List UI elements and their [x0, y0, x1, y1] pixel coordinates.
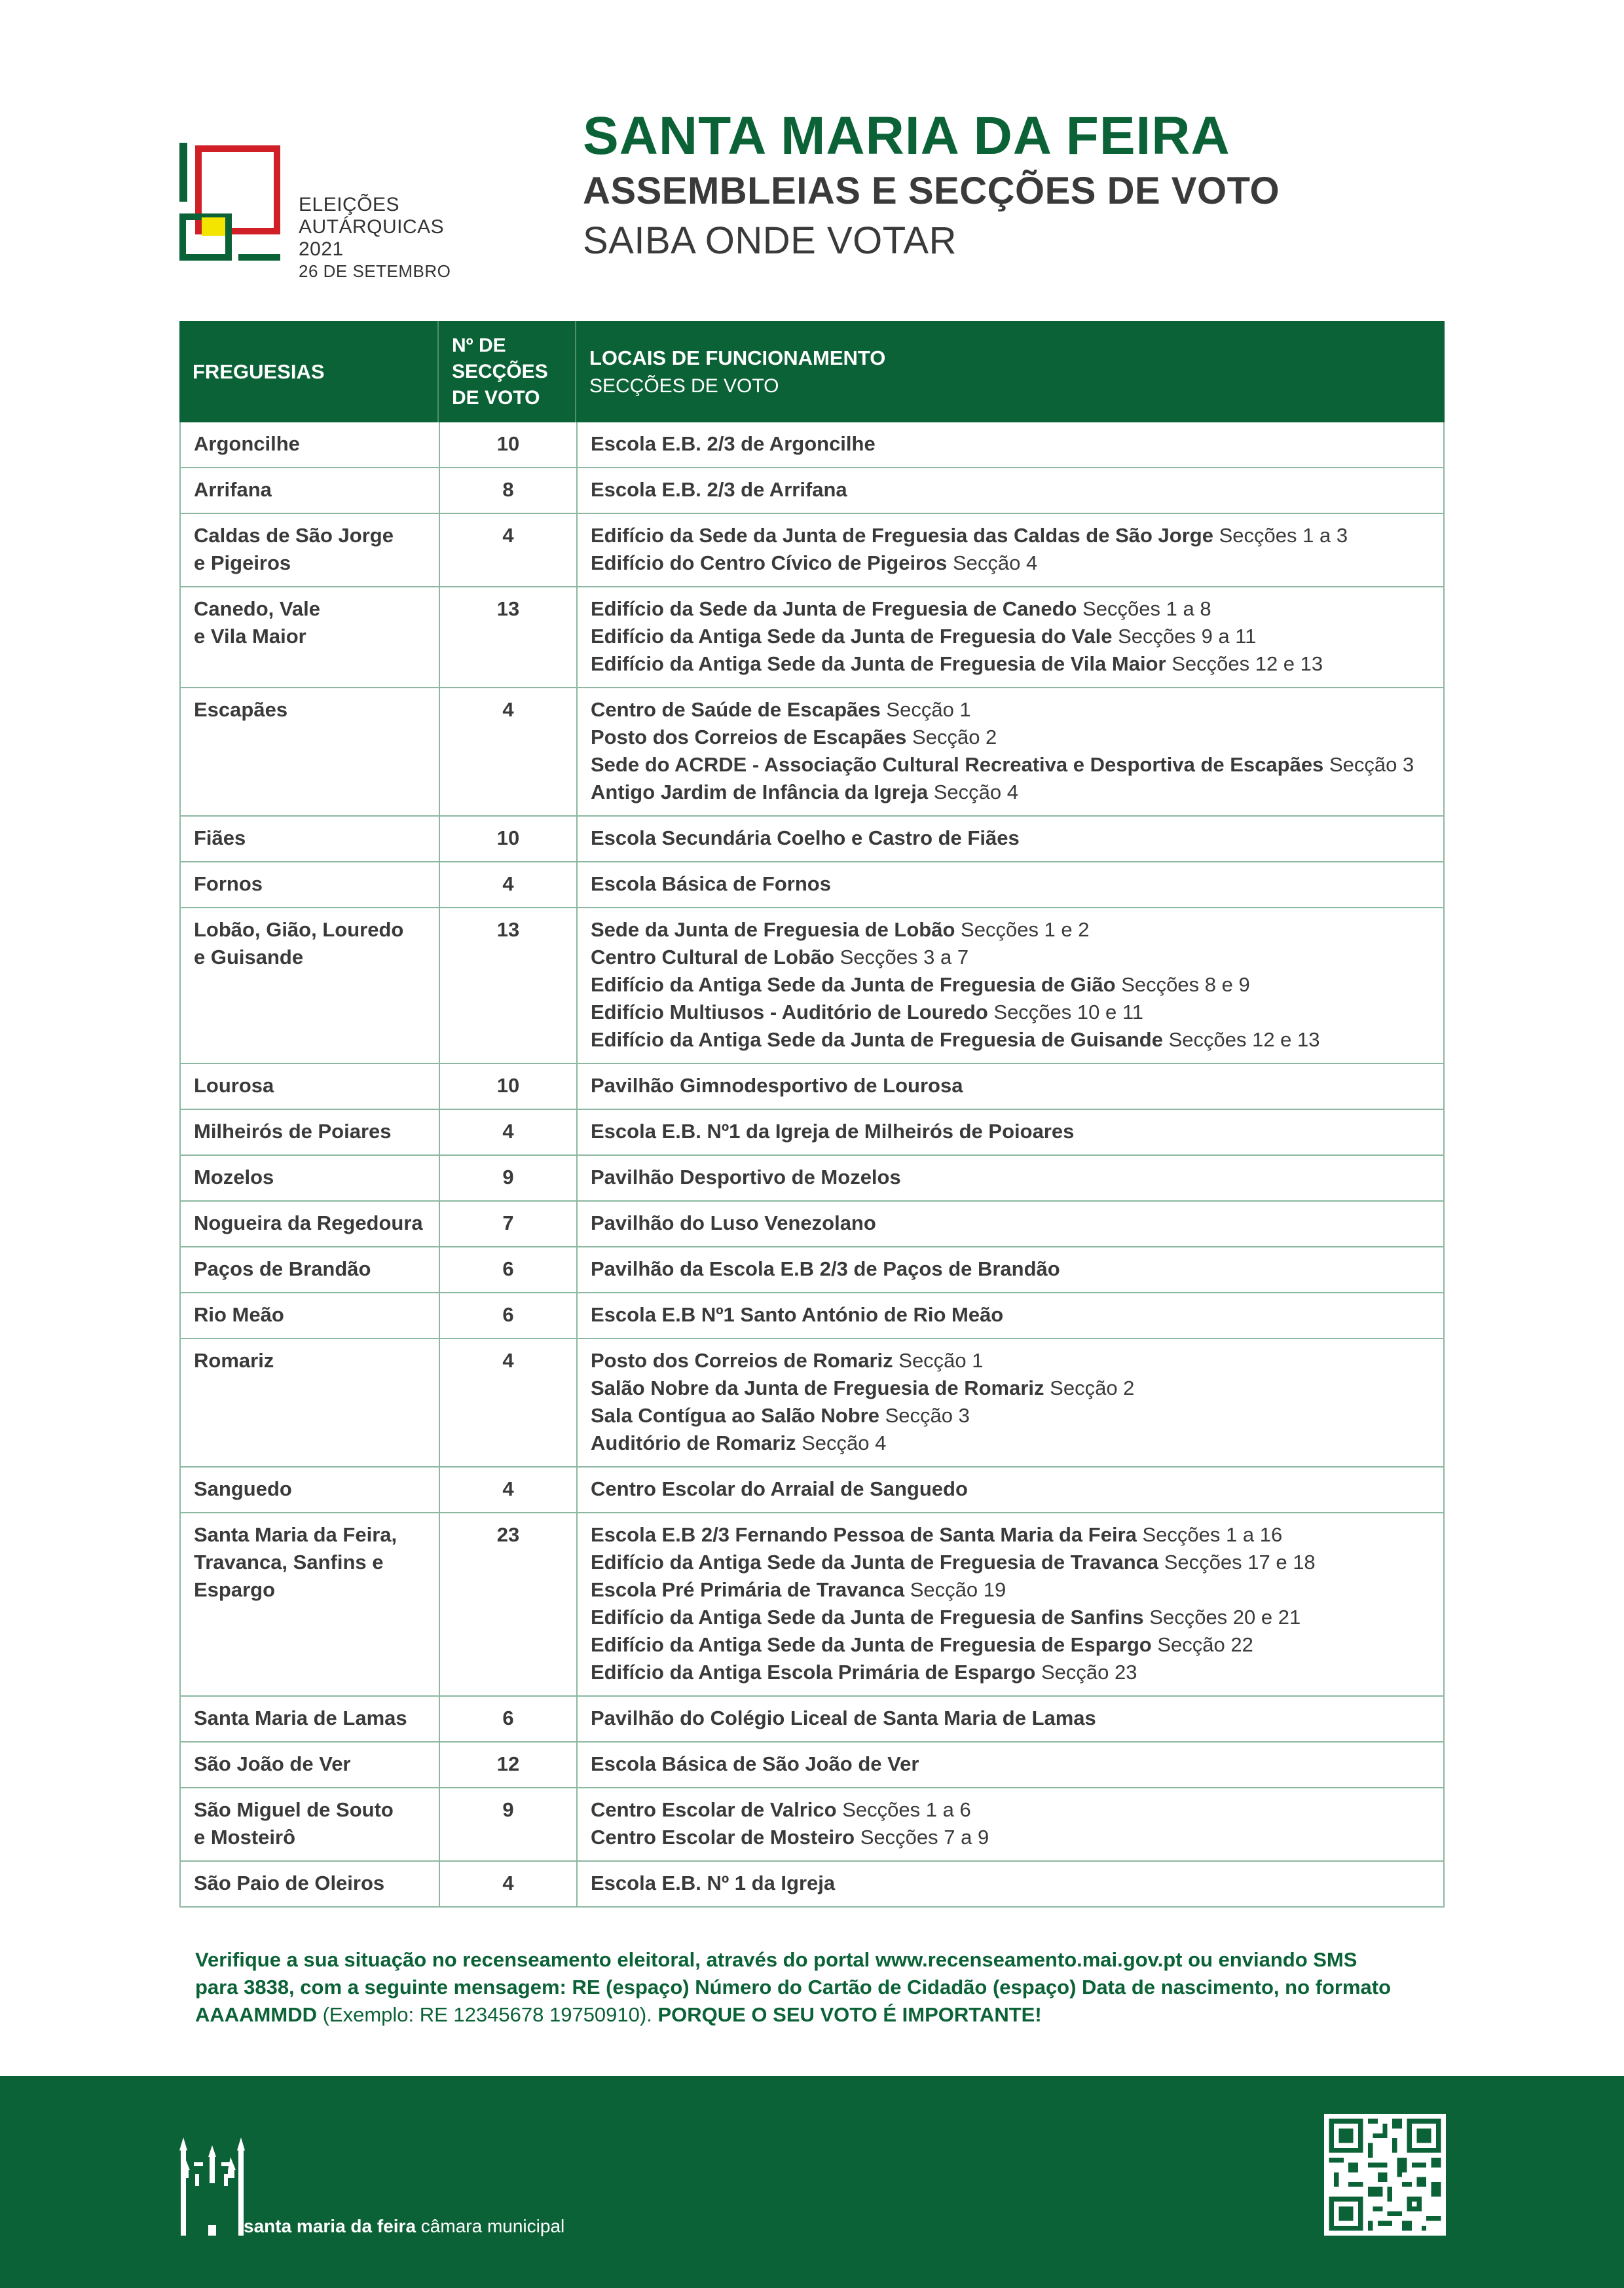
polling-stations-table: [179, 321, 1445, 1908]
table-row: [179, 1202, 1445, 1247]
table-body: [179, 422, 1445, 1908]
locations-cell: [578, 908, 1443, 1063]
location-sections: Secções 1 a 16: [1142, 1523, 1283, 1546]
header-seccoes: [439, 321, 576, 422]
location-line: [591, 623, 1443, 650]
notice-cta: PORQUE O SEU VOTO É IMPORTANTE!: [657, 2003, 1042, 2026]
location-sections: Secção 4: [952, 551, 1038, 574]
freguesia-name-line: Travanca, Sanfins e: [194, 1551, 384, 1574]
location-line: [591, 549, 1443, 577]
freguesia-name-line: Paços de Brandão: [194, 1257, 371, 1280]
location-sections: Secções 20 e 21: [1149, 1606, 1301, 1629]
freguesia-name-line: e Mosteirô: [194, 1826, 296, 1849]
city-emblem-icon: [175, 2131, 249, 2236]
section-count-cell: 4: [440, 862, 578, 907]
elections-logo: [179, 143, 494, 281]
table-row: [179, 1247, 1445, 1293]
location-sections: Secção 4: [802, 1431, 887, 1454]
freguesia-cell: [181, 1156, 440, 1200]
location-line: [591, 971, 1443, 999]
location-name: Salão Nobre da Junta de Freguesia de Romariz: [591, 1376, 1044, 1399]
freguesia-name-line: Canedo, Vale: [194, 597, 320, 620]
section-count-cell: 13: [440, 908, 578, 1063]
freguesia-name-line: São João de Ver: [194, 1752, 351, 1775]
section-count-cell: 4: [440, 1862, 578, 1906]
location-name: Edifício da Sede da Junta de Freguesia de Canedo: [591, 597, 1077, 620]
location-line: [591, 1072, 1443, 1099]
location-line: [591, 870, 1443, 898]
location-name: Auditório de Romariz: [591, 1431, 796, 1454]
location-name: Sede do ACRDE - Associação Cultural Recreativa e Desportiva de Escapães: [591, 753, 1324, 776]
location-line: [591, 1604, 1443, 1631]
table-row: [179, 1339, 1445, 1467]
location-sections: Secções 9 a 11: [1118, 625, 1257, 648]
elections-logo-icon: [179, 143, 284, 267]
location-sections: Secção 19: [910, 1578, 1006, 1601]
location-name: Edifício Multiusos - Auditório de Louredo: [591, 1001, 988, 1024]
section-count-cell: 8: [440, 468, 578, 513]
location-line: [591, 1870, 1443, 1897]
location-name: Edifício da Antiga Sede da Junta de Freguesia de Gião: [591, 973, 1116, 996]
header-locais: [576, 321, 1445, 422]
location-name: Edifício da Antiga Sede da Junta de Freguesia de Travanca: [591, 1551, 1159, 1574]
location-name: Edifício do Centro Cívico de Pigeiros: [591, 551, 948, 574]
location-name: Escola E.B 2/3 Fernando Pessoa de Santa Maria da Feira: [591, 1523, 1137, 1546]
location-line: [591, 476, 1443, 504]
header-locais-line1: LOCAIS DE FUNCIONAMENTO: [589, 346, 886, 369]
location-sections: Secção 1: [886, 698, 971, 721]
location-name: Escola Pré Primária de Travanca: [591, 1578, 905, 1601]
freguesia-cell: [181, 468, 440, 513]
location-name: Sede da Junta de Freguesia de Lobão: [591, 918, 955, 941]
table-row: [179, 422, 1445, 468]
table-row: [179, 1467, 1445, 1513]
freguesia-cell: [181, 1247, 440, 1292]
freguesia-cell: [181, 1788, 440, 1860]
freguesia-name-line: Arrifana: [194, 478, 272, 501]
location-line: [591, 1475, 1443, 1503]
section-count-cell: 9: [440, 1156, 578, 1200]
table-row: [179, 1743, 1445, 1788]
table-row: [179, 1293, 1445, 1339]
locations-cell: [578, 1697, 1443, 1741]
locations-cell: [578, 468, 1443, 513]
locations-cell: [578, 1339, 1443, 1466]
freguesia-name-line: Rio Meão: [194, 1303, 284, 1326]
location-line: [591, 724, 1443, 751]
locations-cell: [578, 817, 1443, 861]
location-name: Antigo Jardim de Infância da Igreja: [591, 781, 929, 803]
notice-line3: [195, 2001, 1439, 2029]
footer-municipality: [244, 2216, 564, 2237]
location-name: Escola E.B. Nº 1 da Igreja: [591, 1872, 836, 1894]
location-name: Pavilhão Desportivo de Mozelos: [591, 1166, 901, 1189]
footer-name-rest: câmara municipal: [416, 2216, 565, 2236]
freguesia-cell: [181, 422, 440, 467]
notice-example: (Exemplo: RE 12345678 19750910).: [316, 2003, 658, 2026]
elections-logo-text: [299, 194, 494, 282]
location-name: Sala Contígua ao Salão Nobre: [591, 1404, 879, 1427]
freguesia-cell: [181, 514, 440, 586]
freguesia-name-line: Romariz: [194, 1349, 274, 1372]
location-name: Centro de Saúde de Escapães: [591, 698, 881, 721]
section-count-cell: 6: [440, 1293, 578, 1338]
freguesia-name-line: Escapães: [194, 698, 288, 721]
location-line: [591, 1209, 1443, 1237]
section-count-cell: 23: [440, 1513, 578, 1695]
locations-cell: [578, 1788, 1443, 1860]
table-row: [179, 1513, 1445, 1697]
location-line: [591, 595, 1443, 623]
location-line: [591, 430, 1443, 458]
freguesia-name-line: Nogueira da Regedoura: [194, 1211, 423, 1234]
location-sections: Secção 1: [898, 1349, 984, 1372]
section-count-cell: 9: [440, 1788, 578, 1860]
freguesia-name-line: Santa Maria de Lamas: [194, 1707, 407, 1729]
freguesia-name-line: Lobão, Gião, Louredo: [194, 918, 404, 941]
location-line: [591, 916, 1443, 944]
notice-line2: para 3838, com a seguinte mensagem: RE (espaço) Número do Cartão de Cidadão (espaço) Data de nascimento, no formato: [195, 1976, 1392, 1999]
location-sections: Secções 1 e 2: [961, 918, 1090, 941]
location-line: [591, 1118, 1443, 1145]
table-row: [179, 1862, 1445, 1908]
freguesia-name-line: Sanguedo: [194, 1477, 292, 1500]
notice-format: AAAAMMDD: [195, 2003, 317, 2026]
location-name: Edifício da Antiga Sede da Junta de Freguesia de Vila Maior: [591, 652, 1166, 675]
locations-cell: [578, 1202, 1443, 1246]
location-line: [591, 1750, 1443, 1778]
locations-cell: [578, 1064, 1443, 1109]
section-count-cell: 10: [440, 1064, 578, 1109]
location-name: Pavilhão do Luso Venezolano: [591, 1211, 876, 1234]
location-name: Pavilhão da Escola E.B 2/3 de Paços de Brandão: [591, 1257, 1060, 1280]
location-line: [591, 1521, 1443, 1549]
location-line: [591, 1301, 1443, 1329]
header-locais-line2: SECÇÕES DE VOTO: [589, 375, 779, 397]
location-sections: Secção 23: [1041, 1661, 1137, 1684]
location-line: [591, 1705, 1443, 1732]
location-sections: Secções 7 a 9: [860, 1826, 989, 1849]
section-count-cell: 10: [440, 817, 578, 861]
location-line: [591, 1164, 1443, 1191]
footer-name-bold: santa maria da feira: [244, 2216, 416, 2236]
locations-cell: [578, 1467, 1443, 1512]
location-name: Edifício da Antiga Sede da Junta de Freguesia de Sanfins: [591, 1606, 1144, 1629]
location-name: Escola Básica de São João de Ver: [591, 1752, 919, 1775]
location-line: [591, 1255, 1443, 1283]
section-count-cell: 13: [440, 587, 578, 687]
location-name: Centro Escolar de Mosteiro: [591, 1826, 855, 1849]
freguesia-cell: [181, 1467, 440, 1512]
freguesia-name-line: São Miguel de Souto: [194, 1798, 394, 1821]
freguesia-cell: [181, 1339, 440, 1466]
table-row: [179, 1064, 1445, 1110]
logo-line-autarquicas: AUTÁRQUICAS 2021: [299, 216, 445, 260]
freguesia-name-line: Fiães: [194, 826, 246, 849]
freguesia-cell: [181, 1697, 440, 1741]
freguesia-cell: [181, 1293, 440, 1338]
header-seccoes-line1: Nº DE: [452, 334, 506, 356]
table-row: [179, 688, 1445, 817]
freguesia-cell: [181, 688, 440, 815]
header: [583, 105, 1500, 267]
location-sections: Secção 2: [1050, 1376, 1135, 1399]
location-name: Edifício da Antiga Sede da Junta de Freguesia de Espargo: [591, 1633, 1152, 1656]
location-line: [591, 1402, 1443, 1430]
location-sections: Secções 3 a 7: [840, 946, 969, 969]
freguesia-cell: [181, 1202, 440, 1246]
locations-cell: [578, 1247, 1443, 1292]
header-freguesias-label: FREGUESIAS: [193, 360, 325, 383]
registration-notice: [195, 1946, 1439, 2029]
table-row: [179, 587, 1445, 688]
freguesia-name-line: Milheirós de Poiares: [194, 1120, 392, 1143]
location-line: [591, 1549, 1443, 1576]
table-row: [179, 1788, 1445, 1862]
freguesia-cell: [181, 908, 440, 1063]
location-sections: Secção 3: [1329, 753, 1414, 776]
location-sections: Secções 1 a 8: [1082, 597, 1211, 620]
footer: [0, 2076, 1624, 2288]
location-sections: Secções 10 e 11: [993, 1001, 1144, 1024]
location-name: Escola E.B Nº1 Santo António de Rio Meão: [591, 1303, 1004, 1326]
section-count-cell: 4: [440, 688, 578, 815]
freguesia-name-line: Santa Maria da Feira,: [194, 1523, 397, 1546]
freguesia-cell: [181, 1862, 440, 1906]
location-sections: Secções 17 e 18: [1164, 1551, 1316, 1574]
header-seccoes-line2: SECÇÕES: [452, 360, 548, 382]
freguesia-name-line: Caldas de São Jorge: [194, 524, 394, 547]
locations-cell: [578, 688, 1443, 815]
table-row: [179, 908, 1445, 1064]
section-count-cell: 10: [440, 422, 578, 467]
location-line: [591, 1824, 1443, 1851]
freguesia-cell: [181, 1064, 440, 1109]
section-count-cell: 4: [440, 1110, 578, 1154]
location-line: [591, 779, 1443, 806]
locations-cell: [578, 1293, 1443, 1338]
location-line: [591, 944, 1443, 971]
freguesia-name-line: São Paio de Oleiros: [194, 1872, 385, 1894]
location-line: [591, 650, 1443, 678]
location-name: Pavilhão Gimnodesportivo de Lourosa: [591, 1074, 963, 1097]
location-sections: Secções 8 e 9: [1121, 973, 1250, 996]
location-name: Escola Secundária Coelho e Castro de Fiães: [591, 826, 1020, 849]
section-count-cell: 4: [440, 1339, 578, 1466]
location-line: [591, 1631, 1443, 1659]
page-title: SANTA MARIA DA FEIRA: [583, 106, 1230, 166]
logo-line-elections: ELEIÇÕES: [299, 194, 400, 215]
locations-cell: [578, 1110, 1443, 1154]
table-row: [179, 817, 1445, 862]
location-line: [591, 999, 1443, 1026]
locations-cell: [578, 1156, 1443, 1200]
freguesia-name-line: e Guisande: [194, 946, 304, 969]
location-line: [591, 1576, 1443, 1604]
freguesia-name-line: e Vila Maior: [194, 625, 306, 648]
location-sections: Secções 12 e 13: [1172, 652, 1323, 675]
table-header: [179, 321, 1445, 422]
notice-line1: Verifique a sua situação no recenseamento eleitoral, através do portal www.recenseamento.mai.gov.pt ou enviando SMS: [195, 1948, 1357, 1971]
table-row: [179, 1156, 1445, 1202]
locations-cell: [578, 862, 1443, 907]
location-name: Centro Escolar de Valrico: [591, 1798, 837, 1821]
location-name: Edifício da Antiga Sede da Junta de Freguesia do Vale: [591, 625, 1113, 648]
freguesia-cell: [181, 862, 440, 907]
location-line: [591, 1375, 1443, 1402]
location-name: Centro Escolar do Arraial de Sanguedo: [591, 1477, 968, 1500]
page-subtitle: ASSEMBLEIAS E SECÇÕES DE VOTO: [583, 170, 1280, 212]
section-count-cell: 6: [440, 1697, 578, 1741]
page-tagline: SAIBA ONDE VOTAR: [583, 219, 957, 262]
table-row: [179, 514, 1445, 587]
table-row: [179, 1697, 1445, 1743]
freguesia-cell: [181, 587, 440, 687]
section-count-cell: 6: [440, 1247, 578, 1292]
location-name: Escola E.B. Nº1 da Igreja de Milheirós de Poioares: [591, 1120, 1075, 1143]
section-count-cell: 12: [440, 1743, 578, 1787]
location-sections: Secções 12 e 13: [1168, 1028, 1320, 1051]
qr-code-icon[interactable]: [1324, 2114, 1446, 2236]
locations-cell: [578, 587, 1443, 687]
location-line: [591, 522, 1443, 549]
section-count-cell: 4: [440, 514, 578, 586]
section-count-cell: 4: [440, 1467, 578, 1512]
location-name: Pavilhão do Colégio Liceal de Santa Maria de Lamas: [591, 1707, 1096, 1729]
location-line: [591, 696, 1443, 724]
location-name: Posto dos Correios de Escapães: [591, 726, 907, 748]
freguesia-cell: [181, 1513, 440, 1695]
location-sections: Secções 1 a 6: [842, 1798, 971, 1821]
table-row: [179, 862, 1445, 908]
location-line: [591, 1796, 1443, 1824]
locations-cell: [578, 1513, 1443, 1695]
location-name: Posto dos Correios de Romariz: [591, 1349, 893, 1372]
location-sections: Secção 3: [885, 1404, 970, 1427]
location-line: [591, 824, 1443, 852]
location-name: Edifício da Antiga Sede da Junta de Freguesia de Guisande: [591, 1028, 1163, 1051]
location-sections: Secção 4: [933, 781, 1018, 803]
location-name: Edifício da Sede da Junta de Freguesia das Caldas de São Jorge: [591, 524, 1213, 547]
freguesia-name-line: e Pigeiros: [194, 551, 291, 574]
location-line: [591, 1347, 1443, 1375]
freguesia-name-line: Fornos: [194, 872, 263, 895]
location-line: [591, 1659, 1443, 1686]
location-sections: Secções 1 a 3: [1219, 524, 1348, 547]
location-sections: Secção 2: [912, 726, 997, 748]
location-name: Escola E.B. 2/3 de Argoncilhe: [591, 432, 876, 455]
header-seccoes-line3: DE VOTO: [452, 386, 540, 409]
location-name: Escola Básica de Fornos: [591, 872, 831, 895]
location-name: Centro Cultural de Lobão: [591, 946, 834, 969]
table-row: [179, 1110, 1445, 1156]
locations-cell: [578, 422, 1443, 467]
location-line: [591, 1430, 1443, 1457]
freguesia-name-line: Lourosa: [194, 1074, 274, 1097]
locations-cell: [578, 1862, 1443, 1906]
locations-cell: [578, 1743, 1443, 1787]
freguesia-name-line: Argoncilhe: [194, 432, 300, 455]
location-name: Edifício da Antiga Escola Primária de Espargo: [591, 1661, 1036, 1684]
freguesia-name-line: Espargo: [194, 1578, 276, 1601]
location-line: [591, 751, 1443, 779]
table-row: [179, 468, 1445, 514]
freguesia-cell: [181, 817, 440, 861]
location-sections: Secção 22: [1157, 1633, 1253, 1656]
freguesia-cell: [181, 1743, 440, 1787]
logo-line-date: 26 DE SETEMBRO: [299, 261, 451, 281]
section-count-cell: 7: [440, 1202, 578, 1246]
freguesia-cell: [181, 1110, 440, 1154]
location-line: [591, 1026, 1443, 1054]
location-name: Escola E.B. 2/3 de Arrifana: [591, 478, 847, 501]
header-freguesias: [179, 321, 439, 422]
freguesia-name-line: Mozelos: [194, 1166, 274, 1189]
locations-cell: [578, 514, 1443, 586]
